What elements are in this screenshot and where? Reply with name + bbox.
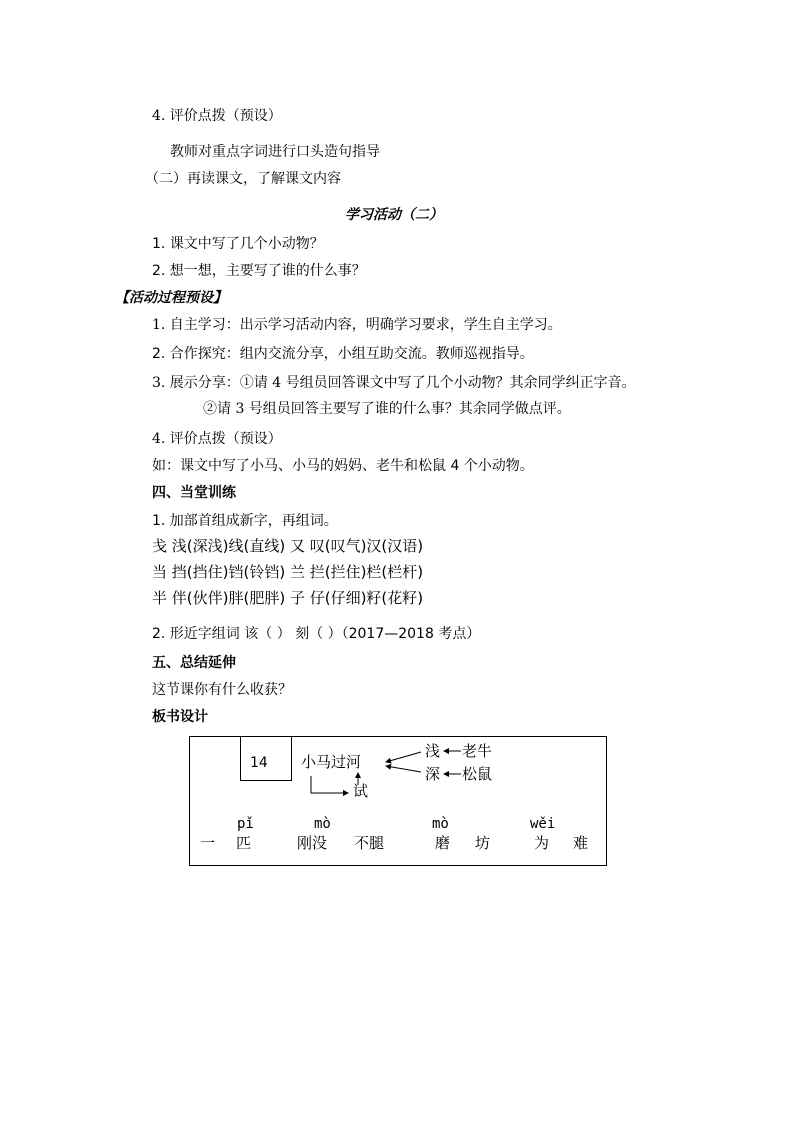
- question-1: 1. 课文中写了几个小动物？: [152, 236, 324, 252]
- activity-2-title: 学习活动（二）: [345, 207, 443, 223]
- harvest-question: 这节课你有什么收获？: [152, 682, 292, 698]
- board-squirrel: 松鼠: [462, 765, 493, 783]
- process-step-2: 2. 合作探究：组内交流分享，小组互助交流。教师巡视指导。: [152, 346, 534, 362]
- item-4-eval: 4. 评价点拨（预设）: [152, 108, 282, 124]
- board-old-ox: 老牛: [462, 742, 493, 760]
- question-2: 2. 想一想，主要写了谁的什么事？: [152, 263, 366, 279]
- board-title: 小马过河: [301, 753, 362, 771]
- board-word-wei: 为: [534, 834, 550, 852]
- section-4-heading: 四、当堂训练: [152, 485, 236, 501]
- board-lesson-number: 14: [250, 755, 268, 771]
- arrow-to-deep: [386, 766, 421, 772]
- exercise-2: 2. 形近字组词 该（ ） 刻（ ）（2017—2018 考点）: [152, 626, 481, 642]
- exercise-row-3: 半 伴(伙伴)胖(肥胖) 子 仔(仔细)籽(花籽): [152, 589, 424, 607]
- board-word-pi: 匹: [236, 834, 252, 852]
- section-2-heading: （二）再读课文，了解课文内容: [145, 171, 341, 187]
- section-5-heading: 五、总结延伸: [152, 655, 236, 671]
- pinyin-mo-2: mò: [432, 816, 449, 832]
- pinyin-pi: pǐ: [237, 816, 254, 832]
- board-word-butui: 不腿: [354, 834, 385, 852]
- board-word-nan: 难: [573, 834, 589, 852]
- process-preset-label: 【活动过程预设】: [115, 290, 227, 306]
- process-step-1: 1. 自主学习：出示学习活动内容，明确学习要求，学生自主学习。: [152, 317, 562, 333]
- board-word-yi: 一: [200, 834, 216, 852]
- pinyin-mo-1: mò: [314, 816, 331, 832]
- process-step-3b: ②请 3 号组员回答主要写了谁的什么事？其余同学做点评。: [203, 401, 571, 417]
- oral-guidance-line: 教师对重点字词进行口头造句指导: [170, 144, 380, 160]
- board-design-label: 板书设计: [152, 709, 208, 725]
- board-deep: 深: [425, 765, 441, 783]
- arrow-to-shallow: [386, 752, 421, 762]
- exercise-1: 1. 加部首组成新字，再组词。: [152, 513, 338, 529]
- board-try: 试: [353, 782, 369, 800]
- pinyin-wei: wěi: [530, 816, 556, 832]
- exercise-row-1: 戋 浅(深浅)线(直线) 又 叹(叹气)汉(汉语): [152, 537, 424, 555]
- arrow-to-try: [311, 776, 348, 793]
- process-step-4-answer: 如：课文中写了小马、小马的妈妈、老牛和松鼠 4 个小动物。: [152, 458, 534, 474]
- exercise-row-2: 当 挡(挡住)铛(铃铛) 兰 拦(拦住)栏(栏杆): [152, 563, 424, 581]
- board-word-mo: 磨: [435, 834, 451, 852]
- process-step-3a: 3. 展示分享：①请 4 号组员回答课文中写了几个小动物？其余同学纠正字音。: [152, 375, 636, 391]
- process-step-4: 4. 评价点拨（预设）: [152, 431, 282, 447]
- board-shallow: 浅: [425, 742, 441, 760]
- board-word-gangmei: 刚没: [297, 834, 328, 852]
- board-word-fang: 坊: [475, 834, 491, 852]
